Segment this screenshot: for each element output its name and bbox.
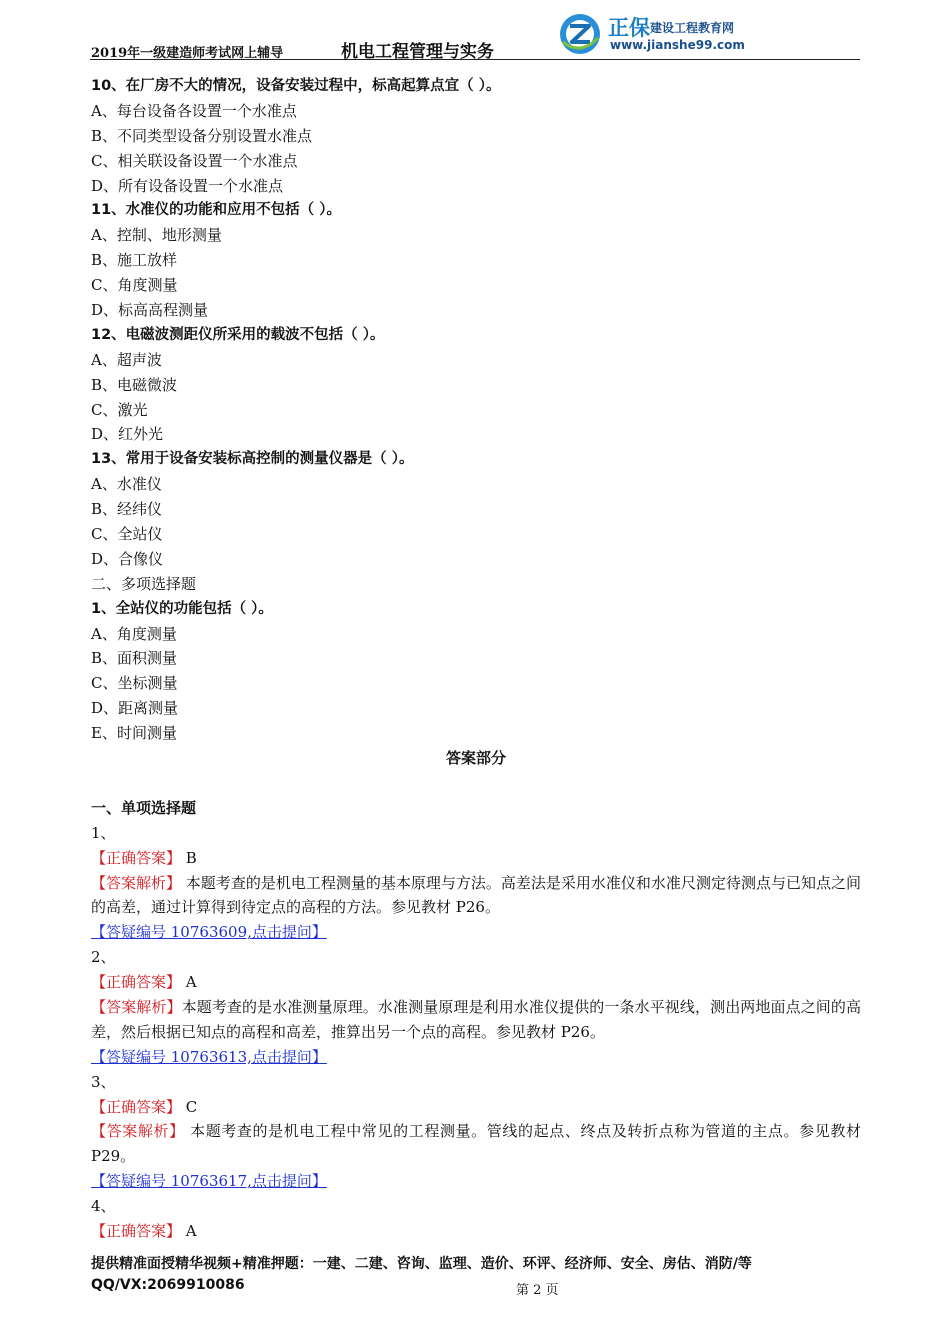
header-course-title: 2019年一级建造师考试网上辅导 [91,46,284,61]
analysis-label: 【答案解析】 [91,1122,185,1141]
logo-mark-icon [558,12,602,56]
option: A、每台设备各设置一个水准点 [91,101,297,120]
question-12 [91,323,861,447]
multi-section-title: 二、多项选择题 [91,574,197,593]
ask-question-link[interactable]: 【答疑编号 10763617,点击提问】 [91,1172,327,1191]
option: B、经纬仪 [91,500,163,519]
option: D、所有设备设置一个水准点 [91,176,284,195]
option: E、时间测量 [91,724,177,743]
correct-answer-label: 【正确答案】 [91,1097,182,1116]
correct-answer-value: C [181,1097,198,1116]
option: D、合像仪 [91,549,164,568]
question-13 [91,447,861,571]
answer-link-row [91,1045,861,1070]
option: B、不同类型设备分别设置水准点 [91,126,313,145]
option: A、控制、地形测量 [91,226,222,245]
correct-answer-value: B [181,848,197,867]
question-stem: 13、常用于设备安装标高控制的测量仪器是（ ）。 [91,451,414,468]
answer-4 [91,1194,861,1244]
correct-answer-label: 【正确答案】 [91,848,182,867]
question-stem: 11、水准仪的功能和应用不包括（ ）。 [91,202,341,219]
answer-number: 3、 [91,1072,116,1091]
answer-number: 4、 [91,1197,116,1216]
correct-answer [91,846,861,871]
ask-question-link[interactable]: 【答疑编号 10763609,点击提问】 [91,923,327,942]
option: B、施工放样 [91,251,178,270]
answer-analysis [91,995,861,1045]
analysis-text: 本题考查的是机电工程中常见的工程测量。管线的起点、终点及转折点称为管道的主点。参见教材 P29。 [91,1122,861,1166]
header-subject: 机电工程管理与实务 [341,42,494,62]
answer-1 [91,821,861,945]
correct-answer-label: 【正确答案】 [91,973,182,992]
analysis-label: 【答案解析】 [91,997,182,1016]
answer-number: 1、 [91,823,116,842]
header-divider [90,59,860,60]
correct-answer [91,1095,861,1120]
answers-title: 答案部分 [445,749,506,768]
option: C、相关联设备设置一个水准点 [91,151,298,170]
question-11 [91,198,861,322]
correct-answer [91,1219,861,1244]
logo-url: www.jianshe99.com [610,38,745,52]
logo-text: 正保 [608,16,650,40]
option: B、电磁微波 [91,375,178,394]
document-body [91,74,861,1244]
question-10 [91,74,861,198]
logo-tagline: 建设工程教育网 [650,21,735,35]
answer-link-row [91,920,861,945]
option: C、坐标测量 [91,674,178,693]
question-stem: 10、在厂房不大的情况，设备安装过程中，标高起算点宜（ ）。 [91,78,501,94]
option: A、超声波 [91,350,162,369]
option: C、激光 [91,400,148,419]
answer-link-row [91,1169,861,1194]
option: A、角度测量 [91,624,177,643]
question-stem: 1、全站仪的功能包括（ ）。 [91,600,273,617]
correct-answer [91,970,861,995]
answer-analysis [91,871,861,921]
option: D、红外光 [91,425,164,444]
analysis-text: 本题考查的是机电工程测量的基本原理与方法。高差法是采用水准仪和水准尺测定待测点与已知点之间的高差，通过计算得到待定点的高程的方法。参见教材 P26。 [91,873,861,917]
option: C、全站仪 [91,525,163,544]
question-stem: 12、电磁波测距仪所采用的载波不包括（ ）。 [91,326,385,343]
answer-2 [91,945,861,1069]
footer-promo: 提供精准面授精华视频+精准押题：一建、二建、咨询、监理、造价、环评、经济师、安全、房估、消防/等 [91,1256,752,1272]
page-header [90,10,860,60]
spacer [91,771,861,796]
option: D、距离测量 [91,699,179,718]
option: A、水准仪 [91,475,162,494]
footer-contact: QQ/VX:2069910086 [91,1277,245,1293]
answers-section-title: 一、单项选择题 [91,798,197,817]
answer-number: 2、 [91,948,116,967]
brand-logo [558,10,858,58]
option: D、标高高程测量 [91,301,209,320]
page-number: 第 2 页 [516,1283,559,1298]
multi-question-1 [91,597,861,746]
option: B、面积测量 [91,649,178,668]
correct-answer-value: A [181,1222,197,1241]
answer-analysis [91,1119,861,1169]
option: C、角度测量 [91,276,178,295]
correct-answer-value: A [181,973,197,992]
ask-question-link[interactable]: 【答疑编号 10763613,点击提问】 [91,1047,327,1066]
analysis-text: 本题考查的是水准测量原理。水准测量原理是利用水准仪提供的一条水平视线，测出两地面点之间的高差，然后根据已知点的高程和高差，推算出另一个点的高程。参见教材 P26。 [91,997,861,1041]
analysis-label: 【答案解析】 [91,873,182,892]
correct-answer-label: 【正确答案】 [91,1222,182,1241]
answer-3 [91,1070,861,1194]
